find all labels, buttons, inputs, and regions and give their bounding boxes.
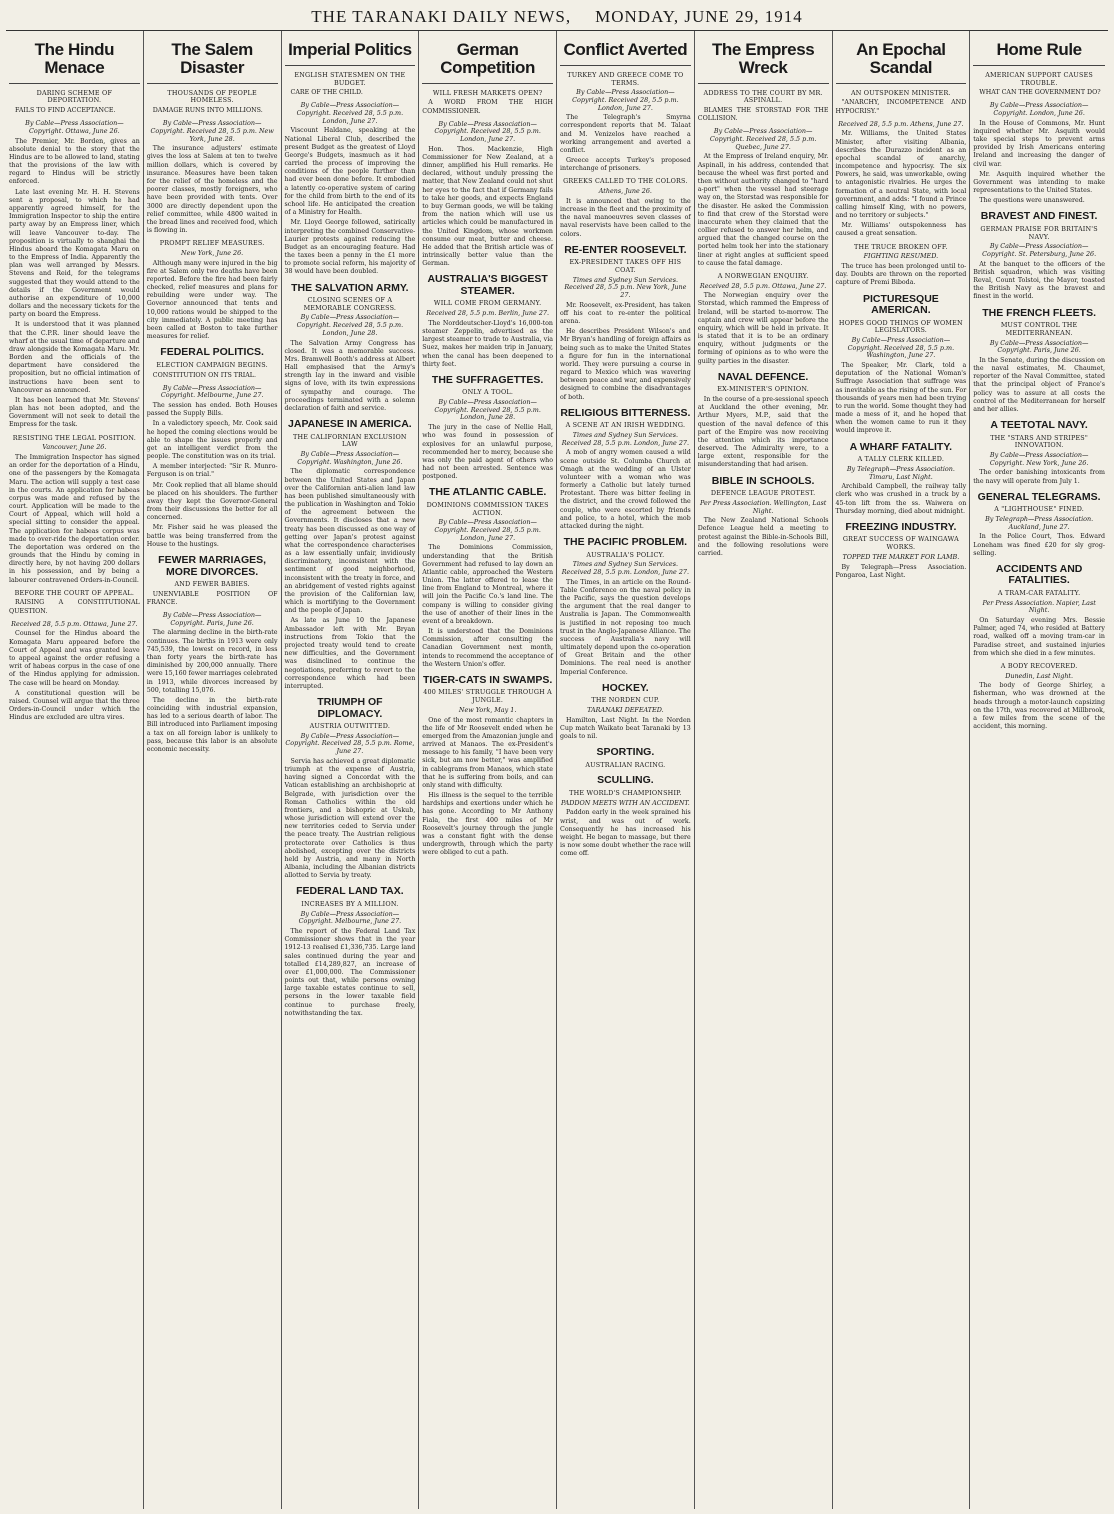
article-paragraph: Mr. Cook replied that all blame should be placed on his shoulders. The further away they kept the Governor-General from their discussions the better for all concerned. (146, 481, 278, 522)
article-title: HOCKEY. (602, 681, 649, 694)
article-paragraph: UNENVIABLE POSITION OF FRANCE. (146, 590, 278, 606)
article-paragraph: In a valedictory speech, Mr. Cook said he hoped the coming elections would be able to shape the issues properly and get an intelligent verdict from the people. The constitution was on its trial. (146, 420, 278, 461)
article-paragraph: The diplomatic correspondence between the United States and Japan over the Californian anti-alien land law has been published simultaneously with the publication in Washington and Tokio of the agreement between the Governments. It discloses that a new treaty has been discussed as one way of getting over Japan's protest against what the correspondence characterises as a law essentially unfair, invidiously discriminatory, inconsistent with the sentiment of good neighborhood, inconsistent with the treaty in force, and an abridgement of vested rights against the provision of the Californian law, which is mortifying to the Government and the people of Japan. (284, 468, 416, 615)
article-dateline: Times and Sydney Sun Services. Received 28, 5.5 p.m. London, June 27. (561, 431, 689, 447)
article-kicker: ONLY A TOOL. (462, 388, 514, 397)
article-title: FEDERAL POLITICS. (160, 346, 264, 359)
column-heading: Home Rule (973, 31, 1105, 66)
article-paragraph: Counsel for the Hindus aboard the Komagata Maru appeared before the Court of Appeal and was granted leave to appeal against the order refusing a writ of habeas corpus in the case of one of the Hindus applying for admission. The case will be heard on Monday. (9, 630, 140, 687)
article-paragraph: On Saturday evening Mrs. Bessie Palmer, aged 74, who resided at Battery road, walked off a moving tram-car in Paradise street, and sustained injuries from which she died in a few minutes. (973, 617, 1105, 657)
article-paragraph: The Salvation Army Congress has closed. It was a memorable success. Mrs. Bramwell Booth's address at Albert Hall emphasised that the Army's strength lay in the inward and visible signs of love, with its twin expressions of sympathy and courage. The proceedings terminated with a solemn declaration of faith and service. (284, 339, 416, 412)
article-dateline: By Cable—Press Association—Copyright. Melbourne, June 27. (298, 909, 402, 926)
article-paragraph: The body of George Shirley, a fisherman, who was drowned at the heads through a motor-launch capsizing on the 17th, was recovered at Millbrook, a few miles from the scene of the accident, this morning. (973, 682, 1105, 731)
article-paragraph: CARE OF THE CHILD. (290, 89, 363, 97)
article-title: THE SALVATION ARMY. (291, 281, 409, 294)
article-dateline: Times and Sydney Sun Services. Received 28, 5.5 p.m. New York, June 27. (564, 275, 687, 300)
article-dateline: By Cable—Press Association—Copyright. Received 28, 5.5 p.m. London, June 28. (434, 398, 541, 422)
article (285, 697, 416, 880)
article (422, 90, 553, 116)
article-dateline: PADDON MEETS WITH AN ACCIDENT. (560, 798, 690, 807)
article (836, 294, 967, 436)
article-paragraph: Mr. Williams, the United States Minister, after visiting Albania, describes the Durazzo incident as an epochal scandal of anarchy, incompetence and hypocrisy. The six Powers, he said, was unworkable, owing to antagonistic rivalries. He urges the formation of a neutral State, with local government, and adds: "I found a Prince calling himself King, with no powers, and no territory or subjects." (835, 130, 967, 220)
article (560, 72, 691, 174)
article-paragraph: He describes President Wilson's and Mr Bryan's handling of foreign affairs as being such as to make the United States a figure for fun in the international world. They were pursuing a course in regard to Mexico which was wavering between peace and war, and expensively designed to combine the disadvantages of both. (560, 328, 691, 401)
article-paragraph: The alarming decline in the birth-rate continues. The births in 1913 were only 745,539, the lowest on record, in less than forty years the birth-rate has diminished by 200,000 annually. There were 15,160 fewer marriages celebrated in 1913, while divorces increased by 500, totalling 15,076. (146, 629, 278, 694)
article (698, 90, 829, 124)
article-kicker: ADDRESS TO THE COURT BY MR. ASPINALL. (703, 88, 823, 105)
article-kicker: WILL COME FROM GERMANY. (433, 299, 542, 308)
article-paragraph: One of the most romantic chapters in the life of Mr Roosevelt ended when he emerged from the Amazonian jungle and arrived at Manaos. The ex-President's message to his family, "I have been very sick, but am now better," was amplified in cablegrams from Manaos, which state that he is suffering from boils, and can only stand with difficulty. (422, 716, 553, 789)
article-paragraph: BLAMES THE STORSTAD FOR THE COLLISION. (697, 107, 829, 123)
article-paragraph: Hon. Thos. Mackenzie, High Commissioner for New Zealand, at a dinner, amplified his Hull remarks. He declared, without unduly pressing the matter, that New Zealand could not shut her eyes to the fact that if Germany fails to take her goods, and expects England to buy German goods, we will be taking from the nation which will use us articles which could be manufactured in the United Kingdom, whose workmen consume our meat, butter and cheese. He added that the British article was of intrinsically better value than the German. (422, 145, 553, 268)
article-title: ACCIDENTS AND FATALITIES. (995, 562, 1083, 587)
article-paragraph: Although many were injured in the big fire at Salem only two deaths have been reported. Before the fire had been fairly checked, relief measures and plans for rebuilding were under way. The Governor announced that tents and 10,000 rations would be shipped to the city immediately. A public meeting has been called at Boston to take further measures for relief. (146, 259, 278, 341)
article-paragraph: Greece accepts Turkey's proposed interchange of prisoners. (560, 157, 691, 173)
article-paragraph: A mob of angry women caused a wild scene outside St. Columba Church at Omagh at the wedding of an Ulster volunteer with a woman who was formerly a Catholic but lately turned Protestant. There was bitter feeling in the district, and the crowd followed the couple, who were escorted by friends and police, to a hotel, which the mob attacked during the night. (560, 449, 691, 530)
article-dateline: Received 28, 5.5 p.m. Berlin, June 27. (426, 309, 549, 318)
article-paragraph: The Norwegian enquiry over the Storstad, which rammed the Empress of Ireland, will be started to-morrow. The captain and crew will appear before the enquiry, which will be held in private. It is stated that it is to be an ordinary enquiry, without judgments or the forming of opinions as to who were the guilty parties in the disaster. (697, 292, 829, 365)
article-kicker: A "LIGHTHOUSE" FINED. (994, 505, 1085, 514)
article (560, 747, 691, 769)
article-dateline: Received 28, 5.5 p.m. Athens, June 27. (838, 119, 964, 128)
article-dateline: By Cable—Press Association—Copyright. Received 28, 5.5 p.m. Rome, June 27. (285, 731, 415, 756)
article (973, 211, 1105, 301)
article-title: FEWER MARRIAGES, MORE DIVORCES. (158, 553, 267, 578)
article (973, 663, 1105, 731)
article-paragraph: Viscount Haldane, speaking at the National Liberal Club, described the present Budget as the greatest of Lloyd George's Budgets, inasmuch as it had carried the process of improving the conditions of the people further than had ever been done before. It embodied a latently co-operative system of caring for the child from birth to the end of its school life. He anticipated the creation of a Ministry for Health. (284, 127, 416, 217)
article-kicker: EX-PRESIDENT TAKES OFF HIS COAT. (569, 258, 682, 274)
article-paragraph: His illness is the sequel to the terrible hardships and exertions under which he has gone. According to Mr Anthony Fiala, the first 400 miles of Mr Roosevelt's journey through the jungle was a constant fight with the dense undergrowth, through which the party were obliged to cut a path. (422, 792, 553, 857)
article-paragraph: "ANARCHY, INCOMPETENCE AND HYPOCRISY." (835, 99, 967, 115)
article-paragraph: Late last evening Mr. H. H. Stevens sent a proposal, to which he had apparently agreed himself, for the Immigration Inspector to ship the entire party away by an Empress liner, which will leave Vancouver to-day. The proposition is virtually to shanghai the Hindus aboard the Komagata Maru on to the Empress of India. Apparently the plan was well arranged by Messrs. Stevens and Reid, for the telegrams suggested that they would attend to the details if the Government would authorise an expenditure of 10,000 dollars and the necessary tickets for the party on board the Empress. (9, 188, 140, 319)
article-dateline: Per Press Association. Wellington, Last Night. (699, 498, 827, 515)
article-dateline: By Telegraph—Press Association. Auckland, June 27. (985, 515, 1094, 531)
article-paragraph: The jury in the case of Nellie Hall, who was found in possession of explosives for an unlawful purpose, recommended her to mercy, because she was only the paid agent of others who had not been arrested. Sentence was postponed. (422, 424, 553, 481)
article (147, 120, 278, 235)
article-paragraph: The Norddeutscher-Lloyd's 16,000-ton steamer Zeppelin, advertised as the largest steamer to trade to Australia, via Suez, makes her maiden trip in January, when the canal has been deepened to thirty feet. (422, 319, 553, 368)
article-paragraph: The insurance adjusters' estimate gives the loss at Salem at ten to twelve million dollars, which is covered by insurance. Measures have been taken for the relief of the homeless and the poorer classes, mostly foreigners, who have been provided with tents. Over 3000 are directly dependent upon the relief committee, while 4800 waited in the bread lines and received food, which is flowing in. (146, 145, 278, 235)
article-paragraph: The Times, in an article on the Round-Table Conference on the naval policy in the Pacific, says the question develops the argument that the real danger to Australia is Japan. The Commonwealth is justified in not reposing too much trust in the Anglo-Japanese Alliance. The success of Australia's navy will ultimately depend upon the co-operation of Great Britain and the other Dominions. The real need is another Imperial Conference. (560, 578, 691, 676)
article-paragraph: Mr. Lloyd George followed, satirically interpreting the combined Conservative-Laurier protests against reducing the Budget as an encouraging feature. Had the taxes been a penny in the £1 more to promote social reform, his majority of 38 would have been doubled. (284, 219, 416, 276)
article-paragraph: The questions were unanswered. (979, 197, 1085, 205)
column (282, 31, 420, 1509)
article (973, 492, 1105, 558)
column (6, 31, 144, 1509)
article-kicker: AUSTRALIA'S POLICY. (586, 550, 665, 559)
article (836, 522, 967, 580)
article (9, 120, 140, 429)
article-kicker: AND FEWER BABIES. (174, 580, 250, 589)
article (422, 121, 553, 269)
column (695, 31, 833, 1509)
article-title: NAVAL DEFENCE. (717, 370, 809, 383)
article-dateline: Athens, June 26. (598, 187, 652, 196)
article-paragraph: The Immigration Inspector has signed an order for the deportation of a Hindu, one of the passengers by the Komagata Maru. The action will supply a test case in the courts. An application for habeas corpus was made and refused by the court. Application will be made to the Court of Appeal, which will hold a special sitting to consider the appeal. The application for habeas corpus was made to over-ride the deportation order. The deportation was ordered on the grounds that the Hindu by coming in directly here, by not having 200 dollars in his possession, and by being a labourer contravened Orders-in-Council. (9, 454, 140, 584)
article-dateline: By Cable—Press Association—Copyright. Received 28, 5.5 p.m. London, June 27. (296, 101, 404, 125)
article-paragraph: The Speaker, Mr. Clark, told a deputation of the National Woman's Suffrage Association that suffrage was as inevitable as the rising of the sun. For thousands of years men had been trying to run the world. Some thought they had made a mess of it, and he hoped that when the women came to run it they would improve it. (835, 362, 967, 435)
article (9, 90, 140, 116)
article-dateline: By Cable—Press Association—Copyright. Received 28, 5.5 p.m. London, June 27. (572, 88, 679, 112)
article-kicker: WILL FRESH MARKETS OPEN? (432, 88, 543, 97)
article-kicker: THOUSANDS OF PEOPLE HOMELESS. (167, 88, 257, 105)
article-title: RE-ENTER ROOSEVELT. (564, 243, 687, 256)
article-kicker: THE "STARS AND STRIPES" INNOVATION. (990, 433, 1089, 450)
article-title: TRIUMPH OF DIPLOMACY. (317, 696, 383, 720)
article (698, 476, 829, 558)
article (285, 72, 416, 98)
article-title: A WHARF FATALITY. (849, 440, 953, 453)
article (285, 419, 416, 691)
article-paragraph: Mr. Roosevelt, ex-President, has taken off his coat to re-enter the political arena. (560, 301, 691, 326)
article-kicker: AUSTRIA OUTWITTED. (309, 722, 391, 731)
article (422, 375, 553, 482)
article-kicker: AUSTRALIAN RACING. (585, 760, 666, 769)
article-paragraph: DAMAGE RUNS INTO MILLIONS. (152, 107, 263, 115)
article-kicker: THE CALIFORNIAN EXCLUSION LAW (293, 432, 407, 449)
article-dateline: By Cable—Press Association—Copyright. New York, June 26. (989, 451, 1089, 467)
article-kicker: A TRAM-CAR FATALITY. (997, 589, 1081, 597)
article-dateline: By Cable—Press Association—Copyright. Received 28, 5.5 p.m. London, June 28. (296, 313, 404, 337)
article-kicker: HOPES GOOD THINGS OF WOMEN LEGISLATORS. (838, 318, 963, 335)
article-kicker: DOMINIONS COMMISSION TAKES ACTION. (426, 500, 549, 517)
article-paragraph: The New Zealand National Schools Defence League held a meeting to protest against the Bible-in-Schools Bill, and the following resolutions were carried. (697, 517, 829, 557)
article-dateline: By Cable—Press Association—Copyright. Melbourne, June 27. (160, 383, 264, 400)
article-paragraph: Archibald Campbell, the railway tally clerk who was crushed in a truck by a 45-ton lift from the ss. Waiwera on Thursday morning, died about midnight. (835, 483, 967, 515)
article-kicker: CLOSING SCENES OF A MEMORABLE CONGRESS. (303, 296, 397, 312)
article (422, 487, 553, 669)
article (560, 178, 691, 238)
article-paragraph: Servia has achieved a great diplomatic triumph at the expense of Austria, having signed a Concordat with the Vatican establishing an archbishopric at Belgrade, with jurisdiction over the Roman Catholics within the old frontiers, and a bishopric at Uskub, whose jurisdiction will extend over the new territories ceded to Servia under the peace treaty. The Austrian religious protectorate over Catholics is thus abolished, excepting over the districts held by Austria, and many in North Albania, including the Albanian districts allotted to Servia by treaty. (284, 757, 416, 880)
article (285, 886, 416, 1018)
article-title: BRAVEST AND FINEST. (980, 210, 1098, 223)
article-title: SPORTING. (596, 746, 655, 759)
article (973, 308, 1105, 415)
article-paragraph: The truce has been prolonged until to-day. Doubts are thrown on the reported capture of Premi Biboda. (835, 263, 967, 287)
article (836, 90, 967, 116)
article-kicker: THE TRUCE BROKEN OFF. (854, 242, 948, 251)
article-paragraph: At the banquet to the officers of the British squadron, which was visiting Reval, Count Tolstoi, the Mayor, toasted the British Navy as the bravest and finest in the world. (973, 260, 1105, 301)
article-kicker: GERMAN PRAISE FOR BRITAIN'S NAVY. (980, 225, 1098, 241)
article (836, 442, 967, 516)
article-dateline: Per Press Association. Napier, Last Night. (982, 598, 1096, 615)
article-title: BIBLE IN SCHOOLS. (711, 474, 815, 487)
column-heading: Conflict Averted (560, 31, 691, 66)
article-paragraph: In the House of Commons, Mr. Hunt inquired whether Mr. Asquith would take special steps to prevent arms provided by Irish Americans entering Ireland and increasing the danger of civil war. (973, 119, 1105, 168)
article-kicker: DEFENCE LEAGUE PROTEST. (710, 489, 816, 498)
article-kicker: INCREASES BY A MILLION. (301, 899, 399, 908)
article-dateline: New York, May 1. (458, 705, 517, 714)
article-kicker: GREEKS CALLED TO THE COLORS. (563, 177, 688, 186)
article-paragraph: It has been learned that Mr. Stevens' plan has not been adopted, and the Government will not seek to detail the Empress for the task. (9, 396, 140, 429)
article-paragraph: FAILS TO FIND ACCEPTANCE. (15, 107, 116, 115)
article-dateline: By Cable—Press Association—Copyright. Washington, June 26. (297, 450, 403, 466)
article-kicker: TURKEY AND GREECE COME TO TERMS. (567, 70, 684, 87)
article (285, 283, 416, 414)
column (970, 31, 1108, 1509)
article-title: SCULLING. (597, 774, 654, 787)
article (147, 385, 278, 549)
article (9, 590, 140, 616)
article-title: FEDERAL LAND TAX. (296, 885, 404, 898)
article-paragraph: A WORD FROM THE HIGH COMMISSIONER. (422, 99, 553, 115)
article-title: GENERAL TELEGRAMS. (977, 490, 1101, 503)
article-title: THE ATLANTIC CABLE. (429, 486, 547, 499)
article-dateline: Received 28, 5.5 p.m. Ottawa, June 27. (699, 281, 827, 290)
article-dateline: By Cable—Press Association—Copyright. Received 28, 5.5 p.m. Quebec, June 27. (709, 127, 817, 151)
article-paragraph: The order banishing intoxicants from the navy will operate from July 1. (973, 469, 1105, 485)
article-kicker: BEFORE THE COURT OF APPEAL. (14, 588, 135, 597)
article-paragraph: The Dominions Commission, understanding that the British Government had refused to lay down an Atlantic cable, approached the Western Union. The latter offered to lease the line from England to Montreal, where it will join the Pacific Co.'s land line. The company is willing to consider giving the use of another of their lines in the event of a breakdown. (422, 544, 553, 625)
article (836, 244, 967, 288)
article-title: FREEZING INDUSTRY. (845, 520, 957, 533)
article-kicker: A TALLY CLERK KILLED. (857, 455, 945, 464)
article-paragraph: At the Empress of Ireland enquiry, Mr. Aspinall, in his address, contended that because the wheel was first ported and then without authority changed to "hard a-port" when the vessel had steerage way on, the Storstad was responsible for the disaster. He asked the Commission to find that crew of the Storstad were inaccurate when they claimed that the collier refused to answer her helm, and argued that the changed course on the ported helm took her into the stationary liner at right angles at sufficient speed to cause the fatal damage. (697, 153, 829, 267)
article-paragraph: The decline in the birth-rate coinciding with industrial expansion, has led to a serious dearth of labor. The Bill introduced into Parliament imposing a tax on all foreign labor is unlikely to pass, because this labor is an absolute economic necessity. (146, 696, 278, 753)
article-paragraph: Hamilton, Last Night. In the Norden Cup match Waikato beat Taranaki by 13 goals to nil. (560, 716, 691, 741)
article (698, 128, 829, 267)
article (147, 240, 278, 341)
article-paragraph: Mr. Fisher said he was pleased the battle was being transferred from the House to the hustings. (146, 524, 278, 548)
article-dateline: New York, June 26. (181, 248, 244, 257)
article-paragraph: Mr. Asquith inquired whether the Government was intending to make representations to the United States. (973, 170, 1105, 195)
article (560, 245, 691, 402)
article-dateline: TARANAKI DEFEATED. (587, 706, 664, 714)
article (422, 274, 553, 369)
column-heading: The Hindu Menace (9, 31, 140, 84)
article-title: THE SUFFRAGETTES. (431, 373, 544, 386)
article-kicker: ENGLISH STATESMEN ON THE BUDGET. (294, 70, 406, 87)
article-title: PICTURESQUE AMERICAN. (862, 292, 939, 317)
article-dateline: By Cable—Press Association—Copyright. Received 28, 5.5 p.m. New York, June 28. (150, 119, 274, 143)
article-paragraph: The report of the Federal Land Tax Commissioner shows that in the year 1912-13 realised £1,336,735. Large land sales continued during the year and totalled £14,289,827, an increase of over £1,000,000. The Commissioner points out that, while persons owning large taxable estates continue to sell, persons in the lower taxable field continue to purchase freely, notwithstanding the tax. (284, 928, 416, 1017)
article-title: AUSTRALIA'S BIGGEST STEAMER. (427, 273, 548, 297)
article-paragraph: A constitutional question will be raised. Counsel will argue that the three Orders-in-Council under which the Hindus are excluded are ultra vires. (9, 689, 140, 722)
article (698, 372, 829, 470)
article-kicker: THE NORDEN CUP. (591, 696, 660, 705)
article-paragraph: Paddon early in the week sprained his wrist, and was out of work. Consequently he has increased his weight. He began to massage, but there is now some doubt whether the race will come off. (560, 809, 691, 858)
article-paragraph: Mr. Williams' outspokenness has caused a great sensation. (835, 222, 967, 238)
column-heading: An Epochal Scandal (836, 31, 967, 84)
masthead-date: MONDAY, JUNE 29, 1914 (595, 7, 803, 26)
article-dateline: By Cable—Press Association—Copyright. Ottawa, June 26. (25, 119, 124, 135)
article-kicker: GREAT SUCCESS OF WAINGAWA WORKS. (842, 535, 959, 552)
article (560, 408, 691, 531)
columns (6, 31, 1108, 1509)
article-title: THE PACIFIC PROBLEM. (563, 536, 688, 549)
article-paragraph: CONSTITUTION ON ITS TRIAL. (152, 371, 256, 379)
article (9, 435, 140, 585)
article-dateline: Dunedin, Last Night. (1005, 671, 1074, 680)
article-dateline: FIGHTING RESUMED. (863, 252, 939, 261)
column (419, 31, 557, 1509)
article-kicker: ELECTION CAMPAIGN BEGINS. (156, 360, 268, 369)
article-paragraph: As late as June 10 the Japanese Ambassador left with Mr. Bryan instructions from Tokio that the projected treaty would tend to create new difficulties, and the Government was disinclined to continue the negotiations, preferring to revert to the correspondence which had been interrupted. (284, 617, 416, 690)
article-dateline: By Cable—Press Association—Copyright. Paris, June 26. (989, 338, 1089, 355)
article-title: A TEETOTAL NAVY. (990, 419, 1088, 432)
article (836, 121, 967, 239)
article-paragraph: A member interjected: "Sir R. Munro-Ferguson is on trial." (146, 463, 278, 479)
article-kicker: EX-MINISTER'S OPINION. (717, 385, 809, 394)
article-kicker: AN OUTSPOKEN MINISTER. (850, 88, 951, 97)
article-paragraph: It is understood that the Dominions Commission, after consulting the Canadian Government next month, intends to recommend the acceptance of the Western Union's offer. (422, 628, 553, 668)
masthead (6, 4, 1108, 31)
article-kicker: A NORWEGIAN ENQUIRY. (717, 271, 809, 280)
article-dateline: Times and Sydney Sun Services. Received 28, 5.5 p.m. London, June 27. (561, 560, 689, 577)
article (973, 72, 1105, 98)
article-title: RELIGIOUS BITTERNESS. (560, 406, 691, 419)
article-title: TIGER-CATS IN SWAMPS. (422, 673, 553, 686)
article-paragraph: It is understood that it was planned that the C.P.R. liner should leave the wharf at the usual time of departure and draw alongside the Komagata Maru. Mr. Borden and the officials of the department have considered the proposition, but no official intimation of instructions have been sent to Vancouver as announced. (9, 321, 140, 394)
column (144, 31, 282, 1509)
article-title: THE FRENCH FLEETS. (982, 306, 1096, 319)
column-heading: German Competition (422, 31, 553, 84)
column-heading: The Salem Disaster (147, 31, 278, 84)
article (560, 775, 691, 858)
article (698, 273, 829, 366)
article (560, 683, 691, 741)
article-paragraph: RAISING A CONSTITUTIONAL QUESTION. (9, 599, 140, 615)
article-dateline: By Cable—Press Association—Copyright. St. Petersburg, June 26. (982, 242, 1097, 259)
article-paragraph: WHAT CAN THE GOVERNMENT DO? (979, 89, 1101, 97)
article-kicker: A SCENE AT AN IRISH WEDDING. (565, 421, 686, 430)
article-kicker: 400 MILES' STRUGGLE THROUGH A JUNGLE. (423, 688, 552, 705)
article-dateline: By Cable—Press Association—Copyright. Received 28, 5.5 p.m. London, June 27. (434, 119, 541, 144)
article-kicker: PROMPT RELIEF MEASURES. (159, 239, 265, 248)
column (833, 31, 971, 1509)
article (973, 102, 1105, 205)
article-kicker: MUST CONTROL THE MEDITERRANEAN. (1000, 321, 1078, 337)
article-dateline: TOPPED THE MARKET FOR LAMB. (842, 552, 960, 561)
article-paragraph: In the course of a pre-sessional speech at Auckland the other evening, Mr. Arthur Myers, M.P., said that the question of the naval defence of this part of the Empire was now receiving the attention which its importance deserved. The Admiralty were, to a large extent, responsible for the misunderstanding that had arisen. (697, 396, 829, 469)
article-dateline: Vancouver, June 26. (42, 443, 107, 452)
article (422, 675, 553, 858)
article-paragraph: It is announced that owing to the increase in the fleet and the proximity of the naval manoeuvres seven classes of naval reservists have been called to the colors. (560, 197, 691, 238)
column-heading: Imperial Politics (285, 31, 416, 66)
article-paragraph: The session has ended. Both Houses passed the Supply Bills. (146, 402, 278, 418)
article-dateline: By Cable—Press Association—Copyright. London, June 26. (989, 101, 1089, 118)
article-dateline: By Telegraph—Press Association. Timaru, Last Night. (846, 464, 955, 481)
article-dateline: By Cable—Press Association—Copyright. Received 28, 5.5 p.m. Washington, June 27. (847, 336, 955, 360)
article (285, 102, 416, 276)
article-paragraph: In the Police Court, Thos. Edward Loneham was fined £20 for sly grog-selling. (973, 533, 1105, 557)
article-kicker: A BODY RECOVERED. (1000, 661, 1078, 670)
article-paragraph: The Telegraph's Smyrna correspondent reports that M. Talaat and M. Venizelos have reached a working arrangement and averted a conflict. (560, 114, 691, 154)
article (560, 537, 691, 677)
article (147, 555, 278, 607)
article-paragraph: The Premier, Mr. Borden, gives an absolute denial to the story that the Hindus are to be allowed to land, stating that the provisions of the law with regard to Hindus will be strictly enforced. (9, 137, 140, 186)
article-dateline: By Cable—Press Association—Copyright. Received 28, 5.5 p.m. London, June 27. (434, 518, 541, 542)
article-dateline: By Cable—Press Association—Copyright. Paris, June 26. (162, 611, 262, 627)
article (973, 564, 1105, 658)
column (557, 31, 695, 1509)
article (147, 347, 278, 379)
article (9, 621, 140, 723)
article-kicker: RESISTING THE LEGAL POSITION. (12, 433, 136, 442)
article (973, 420, 1105, 486)
article-kicker: AMERICAN SUPPORT CAUSES TROUBLE. (985, 70, 1094, 87)
masthead-name: THE TARANAKI DAILY NEWS, (311, 7, 572, 26)
article-kicker: DARING SCHEME OF DEPORTATION. (36, 88, 113, 105)
article (147, 90, 278, 116)
column-heading: The Empress Wreck (698, 31, 829, 84)
article-paragraph: By Telegraph—Press Association. Pongaroa, Last Night. (835, 563, 967, 579)
article-dateline: Received 28, 5.5 p.m. Ottawa, June 27. (11, 619, 138, 628)
article-kicker: THE WORLD'S CHAMPIONSHIP. (569, 788, 682, 797)
article-paragraph: In the Senate, during the discussion on the naval estimates, M. Chaumet, reporter of the Naval Committee, stated that the principal object of France's policy was to assure at all costs the control of the Mediterranean for herself and her allies. (973, 356, 1105, 413)
article (147, 612, 278, 754)
article-title: JAPANESE IN AMERICA. (288, 418, 412, 431)
